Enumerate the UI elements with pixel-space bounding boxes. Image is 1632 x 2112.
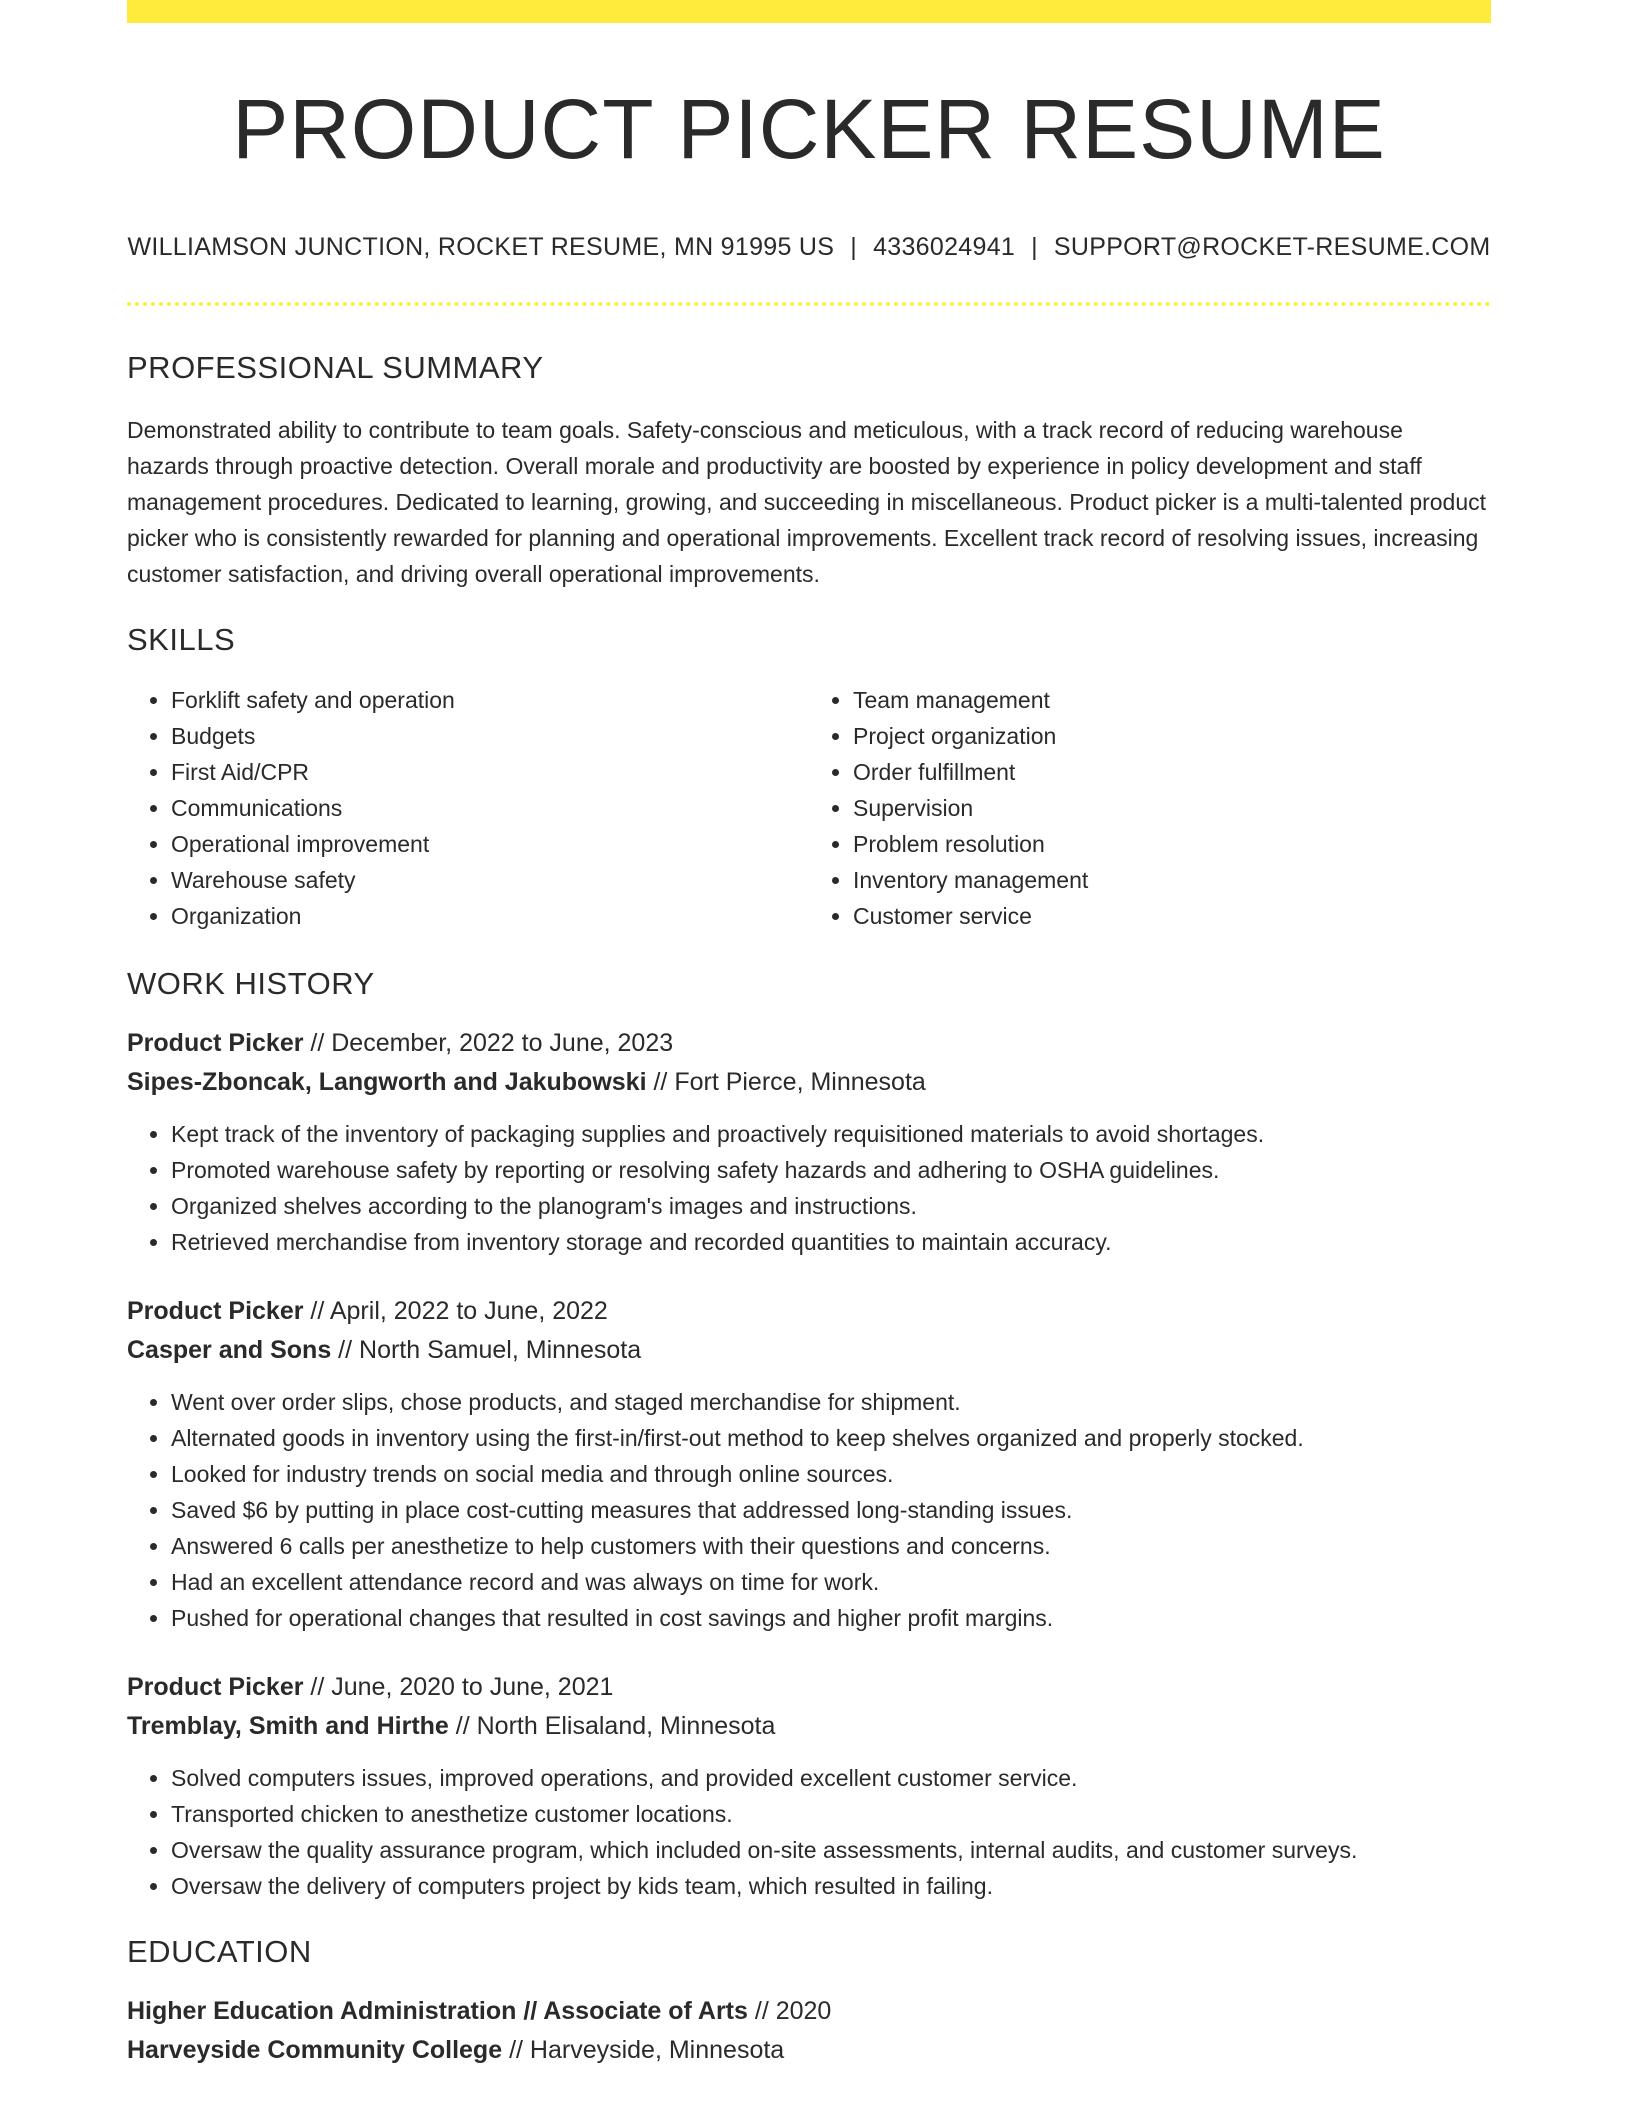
page-title: PRODUCT PICKER RESUME — [232, 82, 1386, 176]
job-title-line — [127, 1292, 1491, 1331]
job-location: // North Samuel, Minnesota — [331, 1336, 642, 1365]
job-dates: // June, 2020 to June, 2021 — [303, 1673, 614, 1702]
education-school-line — [127, 2031, 1491, 2070]
job-bullet: • Retrieved merchandise from inventory storage and recorded quantities to maintain accuracy. — [171, 1224, 1491, 1260]
job-bullet: • Solved computers issues, improved operations, and provided excellent customer service. — [171, 1760, 1491, 1796]
skill-item: • Team management — [853, 682, 1491, 718]
skill-item: • Warehouse safety — [171, 862, 809, 898]
job-bullet: • Went over order slips, chose products, and staged merchandise for shipment. — [171, 1384, 1491, 1420]
job-bullet: • Oversaw the delivery of computers project by kids team, which resulted in failing. — [171, 1868, 1491, 1904]
job-dates: // April, 2022 to June, 2022 — [303, 1297, 608, 1326]
contact-line — [127, 233, 1491, 262]
job-title-line — [127, 1024, 1491, 1063]
job-bullet: • Had an excellent attendance record and was always on time for work. — [171, 1564, 1491, 1600]
skill-item: • Communications — [171, 790, 809, 826]
job-bullets — [127, 1384, 1491, 1636]
job-title: Product Picker — [127, 1673, 304, 1702]
resume-page — [127, 0, 1491, 2070]
skills-left-column — [127, 682, 809, 934]
skills-right-column — [809, 682, 1491, 934]
job-entry — [127, 1668, 1491, 1904]
job-bullet: • Pushed for operational changes that resulted in cost savings and higher profit margins. — [171, 1600, 1491, 1636]
job-title: Product Picker — [127, 1297, 304, 1326]
job-bullet: • Looked for industry trends on social media and through online sources. — [171, 1456, 1491, 1492]
skill-item: • Customer service — [853, 898, 1491, 934]
contact-phone: 4336024941 — [873, 233, 1016, 262]
skills-list — [127, 682, 1491, 934]
job-bullet: • Promoted warehouse safety by reporting or resolving safety hazards and adhering to OSHA guidelines. — [171, 1152, 1491, 1188]
job-dates: // December, 2022 to June, 2023 — [303, 1029, 674, 1058]
job-bullet: • Saved $6 by putting in place cost-cutting measures that addressed long-standing issues. — [171, 1492, 1491, 1528]
job-bullets — [127, 1116, 1491, 1260]
job-bullet: • Answered 6 calls per anesthetize to help customers with their questions and concerns. — [171, 1528, 1491, 1564]
skill-item: • Supervision — [853, 790, 1491, 826]
work-history-heading: WORK HISTORY — [127, 966, 375, 1002]
job-bullet: • Transported chicken to anesthetize customer locations. — [171, 1796, 1491, 1832]
education-entry — [127, 1992, 1491, 2070]
job-bullet: • Organized shelves according to the planogram's images and instructions. — [171, 1188, 1491, 1224]
education-heading: EDUCATION — [127, 1934, 312, 1970]
skill-item: • Budgets — [171, 718, 809, 754]
skill-item: • Operational improvement — [171, 826, 809, 862]
contact-email: SUPPORT@ROCKET-RESUME.COM — [1053, 233, 1491, 262]
accent-top-bar — [127, 0, 1491, 23]
job-title-line — [127, 1668, 1491, 1707]
skill-item: • First Aid/CPR — [171, 754, 809, 790]
skill-item: • Organization — [171, 898, 809, 934]
job-bullet: • Kept track of the inventory of packaging supplies and proactively requisitioned materials to avoid shortages. — [171, 1116, 1491, 1152]
job-bullet: • Oversaw the quality assurance program, which included on-site assessments, internal audits, and customer surveys. — [171, 1832, 1491, 1868]
job-location: // Fort Pierce, Minnesota — [646, 1068, 926, 1097]
skills-heading: SKILLS — [127, 622, 236, 658]
skill-item: • Project organization — [853, 718, 1491, 754]
summary-heading: PROFESSIONAL SUMMARY — [127, 350, 544, 386]
job-location: // North Elisaland, Minnesota — [448, 1712, 776, 1741]
skill-item: • Forklift safety and operation — [171, 682, 809, 718]
contact-separator: | — [1031, 233, 1038, 262]
education-location: // Harveyside, Minnesota — [502, 2036, 785, 2065]
job-company-line — [127, 1707, 1491, 1746]
skill-item: • Inventory management — [853, 862, 1491, 898]
job-entry — [127, 1024, 1491, 1260]
job-company: Casper and Sons — [127, 1336, 332, 1365]
job-company-line — [127, 1331, 1491, 1370]
skill-item: • Order fulfillment — [853, 754, 1491, 790]
job-entry — [127, 1292, 1491, 1636]
job-company: Tremblay, Smith and Hirthe — [127, 1712, 449, 1741]
summary-text: Demonstrated ability to contribute to team goals. Safety-conscious and meticulous, with a track record of reducing warehouse hazards through proactive detection. Overall morale and productivity are boosted by experience in policy development and staff management procedures. Dedicated to learning, growing, and succeeding in miscellaneous. Product picker is a multi-talented product picker who is consistently rewarded for planning and operational improvements. Excellent track record of resolving issues, increasing customer satisfaction, and driving overall operational improvements. — [127, 417, 1487, 588]
education-degree: Higher Education Administration // Associate of Arts — [127, 1997, 748, 2026]
job-title: Product Picker — [127, 1029, 304, 1058]
dotted-divider — [127, 302, 1491, 306]
job-company-line — [127, 1063, 1491, 1102]
education-school: Harveyside Community College — [127, 2036, 503, 2065]
job-bullets — [127, 1760, 1491, 1904]
skill-item: • Problem resolution — [853, 826, 1491, 862]
contact-separator: | — [850, 233, 858, 262]
education-year: // 2020 — [747, 1997, 832, 2026]
education-degree-line — [127, 1992, 1491, 2031]
job-company: Sipes-Zboncak, Langworth and Jakubowski — [127, 1068, 647, 1097]
job-bullet: • Alternated goods in inventory using the first-in/first-out method to keep shelves organized and properly stocked. — [171, 1420, 1491, 1456]
contact-address: WILLIAMSON JUNCTION, ROCKET RESUME, MN 91995 US — [127, 233, 835, 262]
